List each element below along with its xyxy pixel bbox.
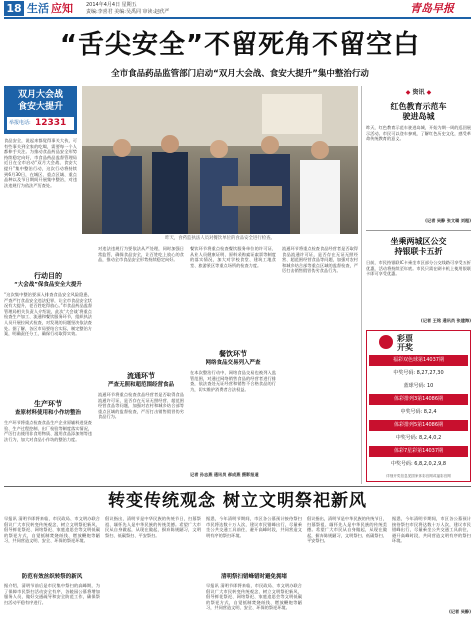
lottery-title-2: 开奖 (397, 343, 413, 352)
col3-byline: 记者 孙志燕 通讯员 郝成燕 摄影报道 (190, 472, 259, 477)
lottery-row: 福彩双色球第14037期 (369, 355, 468, 366)
news-byline-1: (记者 吴静 张文璐 刘超) (425, 218, 471, 223)
lottery-row: 中奖号码: 8,2,4,0,2 (395, 435, 442, 441)
news-diamond-icon: ◆ (405, 89, 411, 96)
bottom-body-a: 早报讯 清明节即将来临，市民政局、市文明办联合倡议广大市民转变传统观念，树立文明祭祀新风，倡导鲜花祭祀、网络祭祀、家庭追思会等文明低碳的祭祀方式，自觉抵制焚烧纸钱、燃放鞭炮等陋习，共同营造文明、安全、环保的祭祀环境。 (4, 516, 100, 544)
lead-subtitle: 全市食品药品监管部门启动“双月大会战、食安大提升”集中整治行动 (111, 69, 369, 79)
hotline-label: 举报电话: (9, 120, 31, 126)
news-byline-2: (记者 王铭 通讯员 张建海) (420, 318, 471, 323)
photo-illustration (82, 86, 358, 234)
section-brand: 应知 (51, 2, 73, 15)
col1-heading: 行动目的 (34, 272, 62, 280)
col2-body-top: 对违法违规行为要依法从严处理，同时加强日常监管，确保食品安全，让百姓吃上放心的食品，推动全市食品安全形势持续稳定向好。 (98, 246, 184, 263)
news-title-2: 驶进岛城 (402, 112, 435, 121)
news-title-3: 坐乘两城区公交 (390, 237, 447, 246)
rail-divider (361, 86, 362, 484)
bottom-heading-b: 清明祭扫错峰错时避免拥堵 (220, 574, 287, 580)
col3-heading: 餐饮环节 (219, 350, 247, 358)
col2-body: 流通环节将重点检查食品经营者是否取得食品流通许可证，是否存在无证无照经营、超范围经营食品等问题，加强对农村和城乡结合部等重点区域的监督检查，严厉打击销售假冒伪劣食品行为。 (98, 392, 184, 420)
lottery-box (366, 330, 471, 482)
news-body-1: 昨天，红色教育示范车驶进岛城，开始为期一周的巡回展示活动。市民可以登车参观，了解红色历史文化，感受革命传统教育的意义。 (366, 125, 471, 142)
issue-date: 2014年4月4日 星期五 (86, 2, 137, 8)
lottery-row: 体彩排列3第14086期 (369, 394, 468, 405)
news-title-4: 持银联卡五折 (394, 247, 443, 256)
col2-heading: 流通环节 (127, 372, 155, 380)
lead-photo (82, 86, 358, 234)
lottery-row: 中奖号码: 8,27,27,30 (393, 370, 444, 376)
bottom-body-g: 据悉，今年清明节期间，市区各公墓预计接待祭扫市民将达数十万人次，建议市民错峰出行，尽量乘坐公共交通工具前往，避开高峰时段，共同营造文明有序的祭扫环境。 (392, 516, 471, 544)
photo-caption: 昨天，食药监执法人员对餐饮单位的食品安全进行检查。 (165, 236, 275, 241)
editors-line: 责编:李喜君 美编:吴禹同 审读:赵欣严 (86, 9, 170, 15)
news-diamond-icon-right: ◆ (426, 89, 432, 96)
news-body-2: 日前，市民持银联IC卡乘坐市区部分公交线路可享受五折优惠，活动将持续至年底。市民只需在刷卡机上使用银联卡即可享受优惠。 (366, 260, 471, 277)
lead-title: “舌尖安全”不留死角不留空白 (59, 30, 421, 60)
page-header (0, 0, 475, 17)
col1-subheading: “大会战”保食品安全大提升 (14, 282, 82, 288)
bottom-body-b: 据介绍，清明节前后是市民集中祭扫的高峰期，为了保障市民祭扫活动安全有序，各陵园公墓将增加服务人员，做好交通疏导和安全防范工作，确保祭扫活动平稳有序进行。 (4, 583, 100, 605)
intro-text: 食品安全，说起来都觉得事关大伙，可有些事关到全家的吃喝，需要每一个人都伸手关注。为推动食品药品安全形势持续稳定向好，市食品药品监督管理局近日在全市启动“双月大会战、食安大提升”集中整治行动，这次行动将持续到6月30日，在城区、重点区域、重点品种以及节日期间开展集中整治，对违法违规行为依法严厉查处。 (4, 138, 77, 188)
bottom-heading-a: 防范有效丝织转祭的新风 (21, 574, 83, 580)
col3-body-top: 餐饮环节将重点检查餐饮服务单位的许可证、从业人员健康证明、原料采购索证索票等制度的落实情况，加大对学校食堂、建筑工地食堂、旅游景区等重点场所的检查力度。 (190, 246, 276, 268)
lottery-row: 体彩7星彩第14037期 (369, 446, 468, 457)
col1-subheading-2: 查原材料使用和小作坊整治 (14, 410, 81, 416)
col4-body: 流通环节将重点检查食品经营者是否取得食品流通许可证，是否存在无证无照经营、超范围经营食品等问题，加强对农村和城乡结合部等重点区域的监督检查，严厉打击销售假冒伪劣食品行为。 (282, 246, 358, 274)
col1-heading-2: 生产环节 (34, 400, 62, 408)
col1-body-2: 生产环节将重点检查食品生产企业原辅料进货查验、生产过程控制、出厂检验等制度落实情况，严厉打击使用非食用物质、滥用食品添加剂等违法行为，加大对食品小作坊的整治力度。 (4, 420, 92, 442)
promo-line-2: 食安大提升 (17, 102, 63, 112)
news-title-1: 红色教育示范车 (390, 102, 447, 111)
lottery-row: 体彩排列5第14086期 (369, 420, 468, 431)
bottom-section-rule (4, 486, 471, 487)
news-label-text: 资讯 (412, 89, 425, 96)
section-name: 生活 (27, 2, 49, 15)
bottom-byline: (记者 吴静) (448, 609, 471, 614)
lottery-row: 中奖号码: 6,8,2,0,2,9,8 (390, 461, 447, 467)
lottery-title-1: 彩票 (397, 334, 413, 343)
lottery-footer: 详细开奖信息见国家体彩官网或福彩官网 (386, 474, 451, 478)
lottery-row: 中奖号码: 8,2,4 (400, 409, 437, 415)
hotline-bar (7, 117, 74, 130)
bottom-body-d: 据悉，今年清明节期间，市区各公墓预计接待祭扫市民将达数十万人次，建议市民错峰出行，尽量乘坐公共交通工具前往，避开高峰时段，共同营造文明有序的祭扫环境。 (206, 516, 302, 538)
bottom-body-c: 倡议指出，清明节是中华民族的传统节日，扫墓祭祖、缅怀先人是中华民族的传统美德。希望广大市民从自身做起，从现在做起，摒弃陈规陋习，文明祭扫、低碳祭扫、平安祭扫。 (105, 516, 201, 538)
masthead-logo: 青岛早报 (410, 2, 454, 15)
bottom-title: 转变传统观念 树立文明祭祀新风 (108, 491, 367, 511)
col1-body: “这次集中整治要深入排查食品安全风险隐患，严查严打食品安全违法犯罪，让全市食品安全状况有大提升，老百姓吃得放心。”市食品药品监督管理局相关负责人介绍说，此次‘大会战’将重点检查生产加工、流通和餐饮服务环节，组织执法人员开展拉网式检查，对发现的问题坚决依法查处。据了解，各区市局要结合实际，制定整治方案，明确责任分工，确保行动取得实效。 (4, 292, 92, 337)
col2-subheading: 严查无照和超范围经营食品 (107, 382, 174, 388)
hotline-number: 12331 (35, 118, 67, 128)
bottom-body-f: 倡议指出，清明节是中华民族的传统节日，扫墓祭祖、缅怀先人是中华民族的传统美德。希望广大市民从自身做起，从现在做起，摒弃陈规陋习，文明祭扫、低碳祭扫、平安祭扫。 (307, 516, 387, 544)
news-label (366, 89, 471, 97)
page-number: 18 (4, 1, 24, 16)
news-rule (366, 230, 471, 231)
bottom-body-e: 早报讯 清明节即将来临，市民政局、市文明办联合倡议广大市民转变传统观念，树立文明祭祀新风，倡导鲜花祭祀、网络祭祀、家庭追思会等文明低碳的祭祀方式，自觉抵制焚烧纸钱、燃放鞭炮等陋习，共同营造文明、安全、环保的祭祀环境。 (206, 583, 302, 611)
col3-body: 在本次整治行动中，网络食品交易也被列入监管范围，对通过网络销售食品的经营者进行排查，依法查处无证经营和销售不合格食品的行为，切实维护消费者合法权益。 (190, 370, 276, 392)
lottery-row: 蓝球号码: 10 (403, 383, 434, 389)
header-rule (4, 17, 471, 19)
lottery-ball-icon (379, 335, 393, 349)
promo-line-1: 双月大会战 (17, 90, 63, 100)
col3-subheading: 网络食品交易列入严查 (205, 360, 261, 366)
promo-box (4, 86, 77, 134)
